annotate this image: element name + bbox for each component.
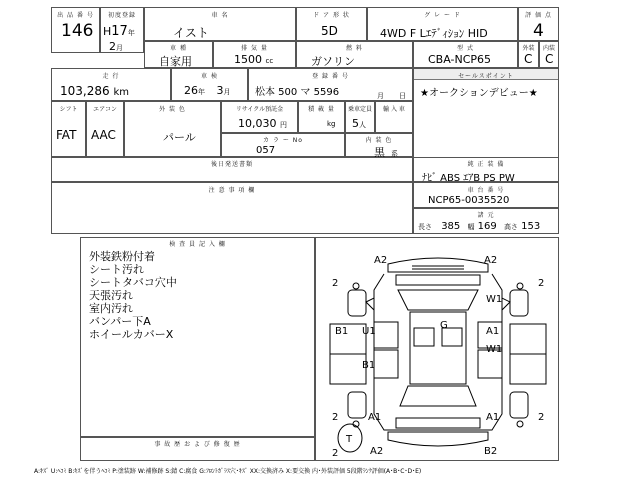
- interior-grade-cell: [539, 41, 559, 68]
- notes-cell: [51, 182, 413, 234]
- code-rear-right: B2: [484, 446, 498, 457]
- accident-history-label: 事 故 歴 お よ び 修 復 歴: [154, 441, 241, 448]
- capacity-value: 5: [352, 117, 359, 130]
- capacity-unit: 人: [359, 121, 366, 129]
- code-tire-side: 2: [332, 448, 339, 459]
- mileage-cell: [51, 68, 171, 101]
- inspection-date: [184, 84, 231, 97]
- doors: 5D: [321, 24, 338, 38]
- inspection-notes-cell: [80, 237, 315, 437]
- first-registration-cell: [100, 7, 144, 53]
- capacity-cell: [345, 101, 375, 133]
- year-unit: 年: [127, 29, 135, 37]
- plate-cell: [248, 68, 413, 101]
- legend: A:ｷｽﾞ U:ﾍｺﾐ B:ｷｽﾞを伴うﾍｺﾐ P:塗装跡 W:補修跡 S:錆 C:腐食 G:ﾌﾛﾝﾄｶﾞﾗｽ穴･ｷｽﾞ XX:交換済み X:要交換 内･外装評価 5段階ﾗﾝｸ評価(A･B･C･D･E): [34, 468, 422, 475]
- equipment: ﾅﾋﾞ ABS ｴｱB PS PW: [422, 173, 515, 184]
- grade-label: グ レ ー ド: [424, 12, 461, 19]
- color-number-label: カ ラ ー No: [263, 137, 303, 144]
- exterior-color-label: 外 装 色: [159, 106, 186, 113]
- inspection-label: 車 検: [201, 73, 218, 80]
- chassis-label: 車 台 番 号: [467, 187, 505, 194]
- capacity-label: 乗車定員: [347, 106, 372, 113]
- inspection-note-2: シート汚れ: [89, 263, 144, 276]
- inspection-note-6: バンパー下A: [89, 315, 151, 328]
- model-code: CBA-NCP65: [428, 53, 492, 66]
- grade-cell: [367, 7, 518, 41]
- first-registration-month-value: 2: [109, 40, 116, 53]
- accident-history-cell: [80, 437, 315, 461]
- mileage-value: 103,286: [60, 84, 110, 98]
- code-rear-left: A2: [370, 446, 384, 457]
- code-right-door-front: A1: [486, 326, 500, 337]
- chassis-cell: [413, 182, 559, 208]
- model-name-cell: [144, 7, 296, 41]
- code-interior-front: U1: [362, 326, 376, 337]
- model-name: イスト: [173, 26, 209, 40]
- chassis: NCP65-0035520: [428, 195, 510, 206]
- interior-color-value: 黒: [374, 146, 385, 159]
- grade: 4WD F Lｴﾃﾞｨｼｮﾝ HID: [380, 27, 488, 40]
- shift-cell: [51, 101, 86, 157]
- inspection-month: 3: [216, 84, 224, 97]
- month-unit: 月: [116, 44, 123, 52]
- sales-point: ★オークションデビュー★: [420, 88, 538, 99]
- code-left-rear: A1: [368, 412, 382, 423]
- import-cell: [375, 101, 413, 133]
- doors-cell: [296, 7, 367, 41]
- inspection-year-unit: 年: [198, 88, 205, 96]
- code-left-door-front: B1: [335, 326, 349, 337]
- first-registration-month: [109, 40, 123, 53]
- first-registration-year-value: 17: [111, 24, 128, 39]
- first-registration-year: [103, 24, 135, 39]
- code-right-rear: A1: [486, 412, 500, 423]
- code-right-door-front-2: W1: [486, 344, 503, 355]
- code-left-fender: 2: [332, 278, 339, 289]
- plate: 松本 500 マ 5596: [255, 87, 340, 98]
- lot-number-label: 出 品 番 号: [57, 12, 94, 19]
- lot-number-cell: [51, 7, 100, 53]
- code-spare-tire: T: [346, 434, 353, 445]
- exterior-grade: C: [524, 52, 533, 66]
- import-label: 輸 入 車: [383, 106, 405, 113]
- model-name-label: 車 名: [211, 12, 229, 19]
- lot-number: 146: [61, 21, 94, 41]
- width: 169: [477, 221, 497, 232]
- late-docs-label: 後日発送書類: [210, 161, 253, 168]
- inspection-month-unit: 月: [223, 88, 231, 96]
- score-label: 評 価 点: [525, 12, 552, 19]
- code-front-right: A2: [484, 255, 498, 266]
- equipment-label: 純 正 装 備: [467, 161, 505, 168]
- vehicle-type-cell: [144, 41, 213, 68]
- dimensions: [418, 221, 540, 232]
- displacement-label: 排 気 量: [241, 45, 268, 52]
- dimensions-cell: [413, 208, 559, 234]
- recycle-label: リサイクル預託金: [235, 106, 284, 113]
- aircon: AAC: [91, 128, 116, 142]
- sales-point-label: セールスポイント: [458, 73, 514, 80]
- model-code-cell: [413, 41, 518, 68]
- score-cell: [518, 7, 559, 41]
- inspection-cell: [171, 68, 248, 101]
- code-interior-rear: B1: [362, 360, 376, 371]
- dimensions-label: 諸 元: [477, 212, 495, 219]
- interior-color-cell: [345, 133, 413, 157]
- notes-label: 注 意 事 項 欄: [208, 187, 256, 194]
- auction-sheet: [51, 7, 586, 462]
- exterior-grade-cell: [518, 41, 539, 68]
- recycle-unit: 円: [280, 121, 287, 129]
- exterior-color: パール: [163, 131, 196, 144]
- shift: FAT: [56, 128, 77, 142]
- recycle-cell: [221, 101, 298, 133]
- fuel-label: 燃 料: [346, 45, 363, 52]
- exterior-color-cell: [124, 101, 221, 157]
- plate-label: 登 録 番 号: [312, 73, 349, 80]
- score: 4: [533, 21, 544, 41]
- plate-day-unit: 日: [399, 92, 406, 100]
- width-label: 幅: [467, 223, 475, 231]
- model-code-label: 型 式: [457, 45, 474, 52]
- mileage: [60, 84, 129, 98]
- interior-color-unit: 系: [391, 150, 398, 158]
- recycle: [238, 117, 287, 130]
- code-right-fender: 2: [538, 278, 545, 289]
- inspection-note-1: 外装鉄粉付着: [89, 250, 155, 263]
- code-right-rear-fender: 2: [538, 412, 545, 423]
- displacement: [234, 53, 273, 66]
- aircon-cell: [86, 101, 124, 157]
- fuel: ガソリン: [311, 55, 355, 68]
- load-weight-cell: [298, 101, 345, 133]
- doors-label: ド ア 形 状: [313, 12, 350, 19]
- inspection-note-5: 室内汚れ: [89, 302, 133, 315]
- displacement-value: 1500: [234, 53, 262, 66]
- height: 153: [521, 221, 541, 232]
- inspection-note-4: 天張汚れ: [89, 289, 133, 302]
- code-wheel-right-front: W1: [486, 294, 503, 305]
- height-label: 高さ: [503, 223, 518, 231]
- inspection-year: 26: [184, 84, 198, 97]
- interior-color-label: 内 装 色: [365, 137, 393, 144]
- interior-grade-label: 内装: [542, 45, 555, 52]
- fuel-cell: [296, 41, 413, 68]
- interior-grade: C: [545, 52, 554, 66]
- car-diagram-cell: [315, 237, 559, 461]
- displacement-cell: [213, 41, 296, 68]
- capacity: [352, 117, 366, 130]
- exterior-grade-label: 外装: [522, 45, 535, 52]
- load-weight-unit: kg: [327, 120, 336, 128]
- car-diagram: [316, 238, 560, 462]
- displacement-unit: cc: [265, 57, 274, 65]
- mileage-unit: km: [113, 87, 129, 98]
- vehicle-type: 自家用: [159, 55, 192, 68]
- inspection-notes-label: 検 査 員 記 入 欄: [169, 241, 226, 248]
- recycle-value: 10,030: [238, 117, 277, 130]
- code-glass: G: [440, 320, 448, 331]
- plate-month-unit: 月: [377, 92, 384, 100]
- length-label: 長さ: [418, 223, 432, 231]
- mileage-label: 走 行: [102, 73, 120, 80]
- vehicle-type-label: 車 種: [170, 45, 187, 52]
- load-weight-label: 積 載 量: [308, 106, 335, 113]
- color-number: 057: [256, 145, 276, 156]
- first-registration-era: H: [103, 25, 112, 38]
- equipment-cell: [413, 157, 559, 182]
- inspection-note-3: シートタバコ穴中: [89, 276, 177, 289]
- late-docs-cell: [51, 157, 413, 182]
- code-left-rear-fender: 2: [332, 412, 339, 423]
- shift-label: シフト: [59, 106, 78, 113]
- code-front-left: A2: [374, 255, 388, 266]
- inspection-note-7: ホイールカバーX: [89, 328, 174, 341]
- aircon-label: エアコン: [93, 106, 117, 113]
- first-registration-label: 初度登録: [107, 12, 136, 19]
- length: 385: [441, 221, 461, 232]
- color-number-cell: [221, 133, 345, 157]
